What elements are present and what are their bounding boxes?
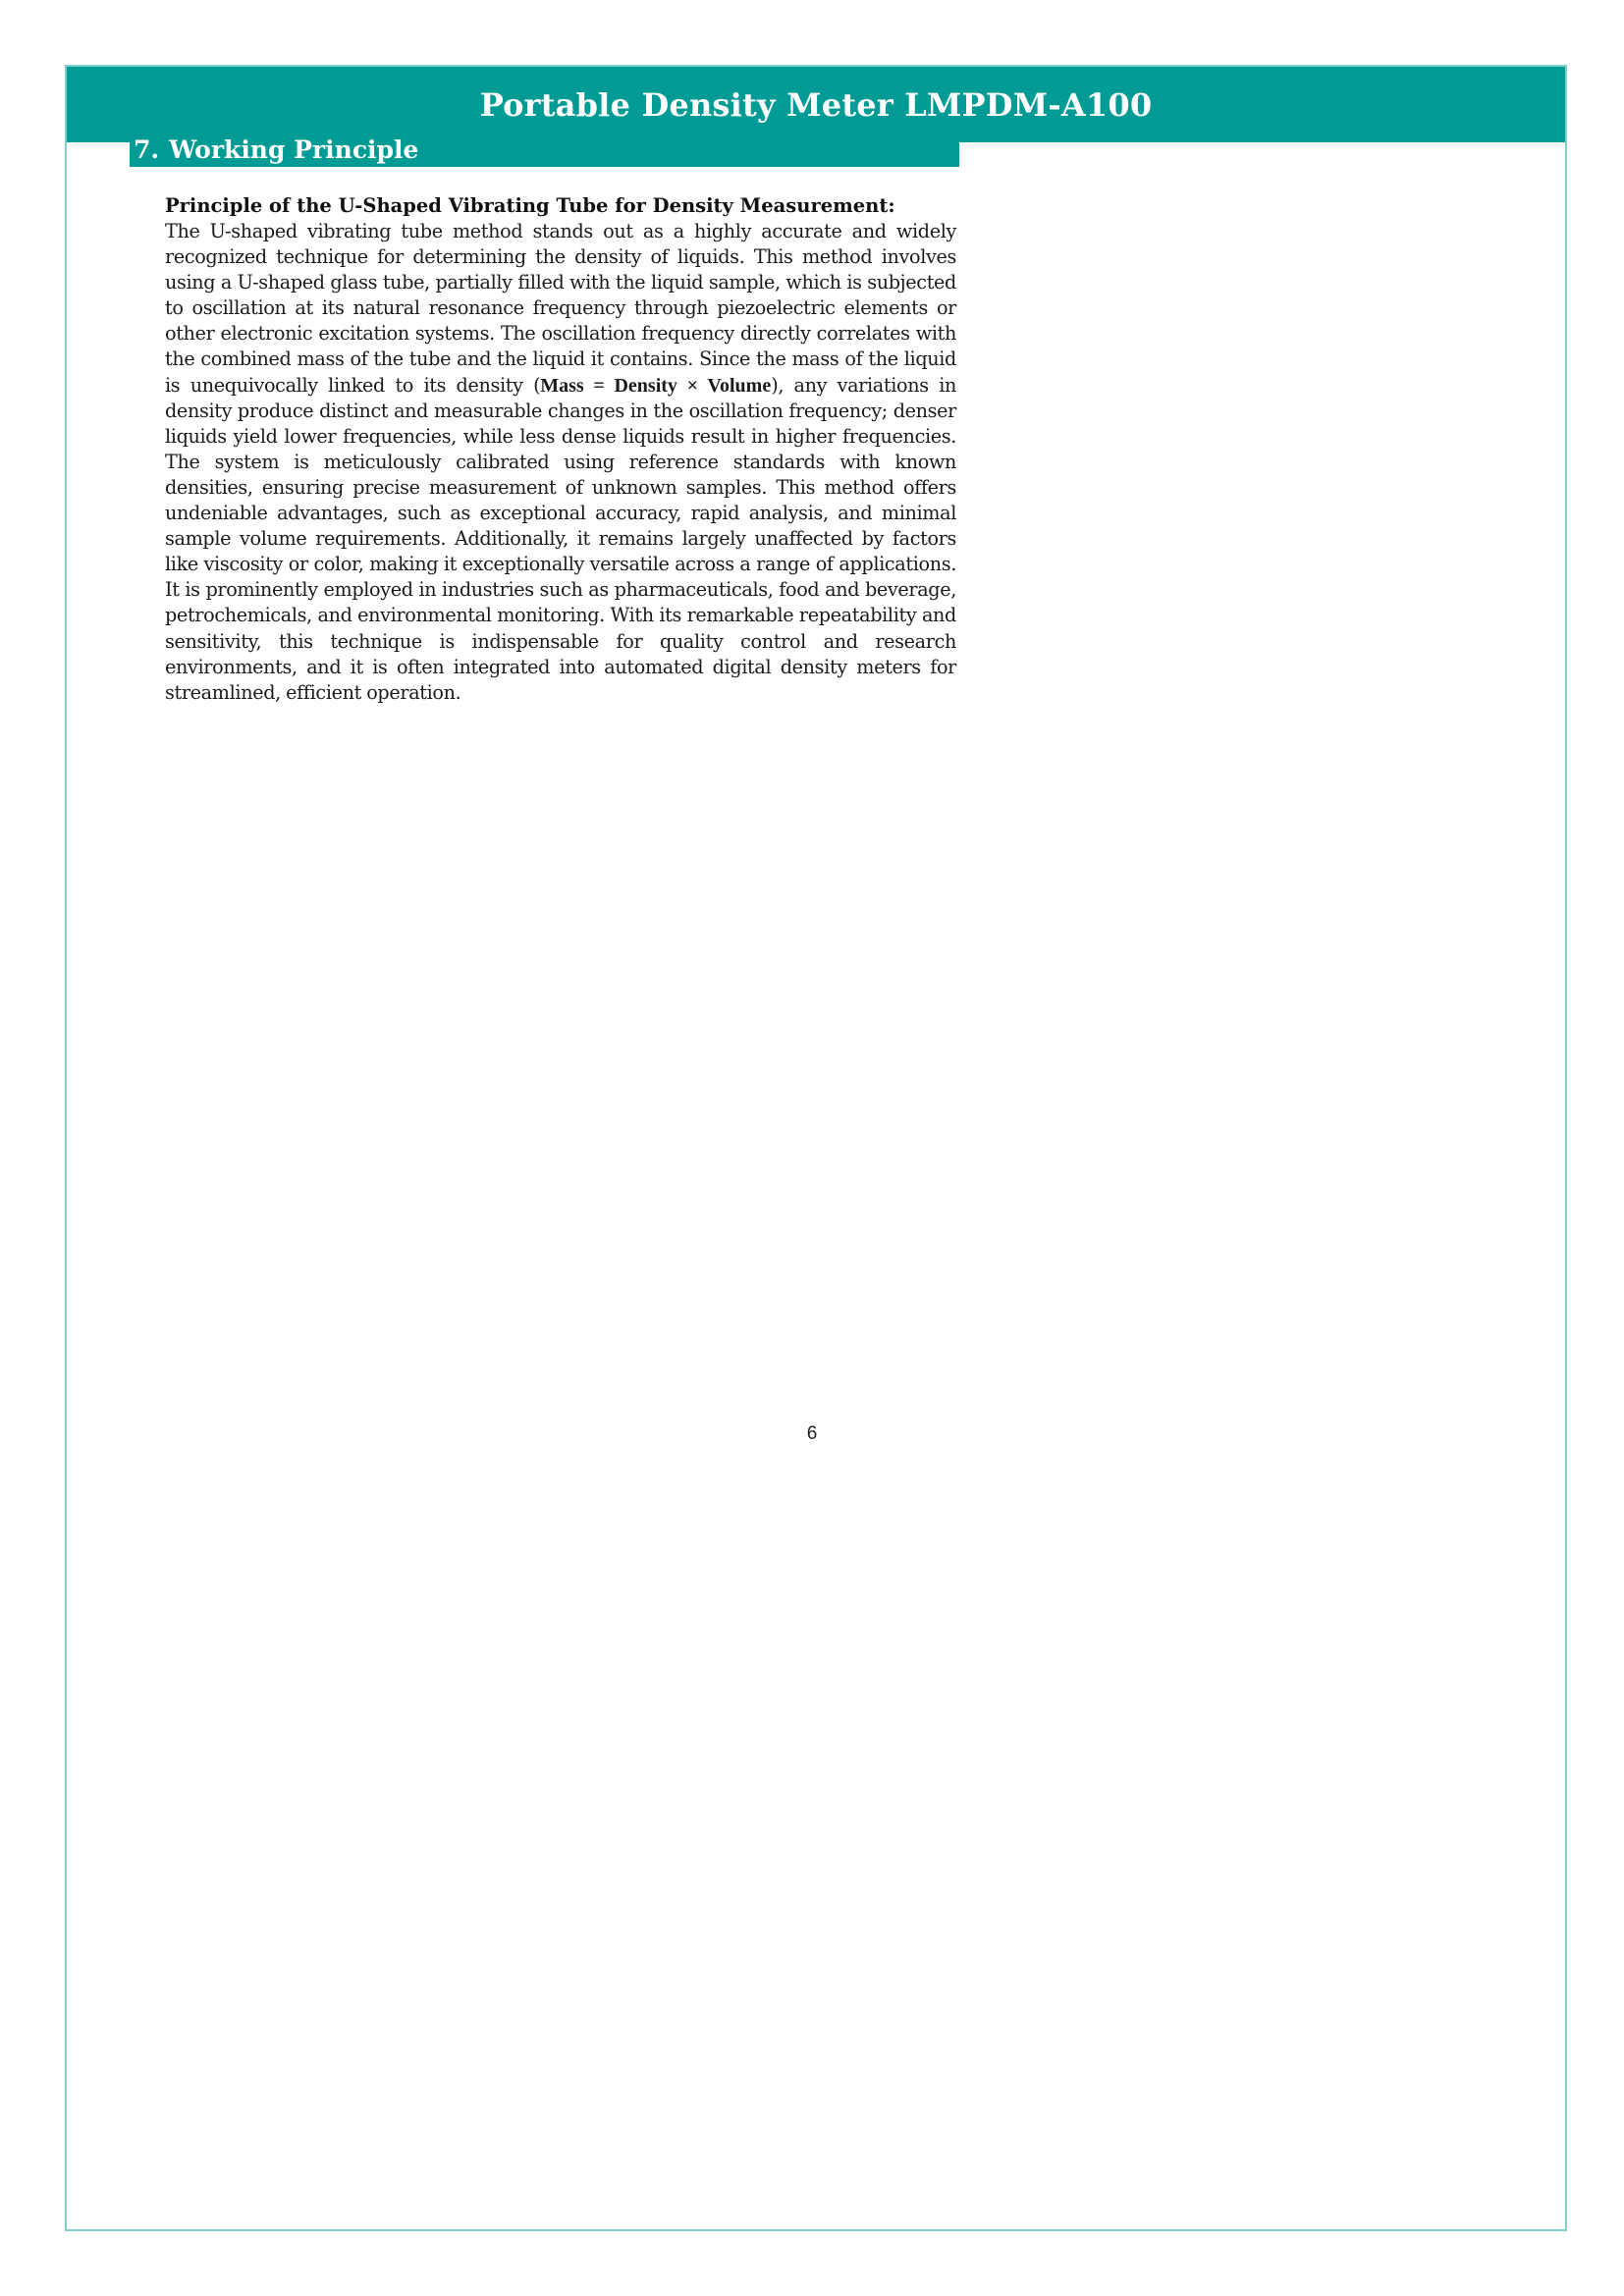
- paragraph-text-after-formula: ), any variations in density produce distinct and measurable changes in the oscillation frequency; denser liquids yield lower frequencies, while less dense liquids result in higher frequencies. The system is meticulously calibrated using reference standards with known densities, ensuring precise measurement of unknown samples. This method offers undeniable advantages, such as exceptional accuracy, rapid analysis, and minimal sample volume requirements. Additionally, it remains largely unaffected by factors like viscosity or color, making it exceptionally versatile across a range of applications. It is prominently employed in industries such as pharmaceuticals, food and beverage, petrochemicals, and environmental monitoring. With its remarkable repeatability and sensitivity, this technique is indispensable for quality control and research environments, and it is often integrated into automated digital density meters for streamlined, efficient operation.: [165, 373, 956, 704]
- subheading: Principle of the U-Shaped Vibrating Tube for Density Measurement:: [165, 194, 895, 217]
- density-formula: Mass = Density × Volume: [540, 374, 772, 397]
- page-number: 6: [806, 1423, 818, 1444]
- document-title: Portable Density Meter LMPDM-A100: [479, 85, 1153, 124]
- section-title: Working Principle: [169, 134, 419, 164]
- section-heading: [130, 132, 959, 167]
- paragraph-text-before-formula: The U-shaped vibrating tube method stands out as a highly accurate and widely recognized technique for determining the density of liquids. This method involves using a U-shaped glass tube, partially filled with the liquid sample, which is subjected to oscillation at its natural resonance frequency through piezoelectric elements or other electronic excitation systems. The oscillation frequency directly correlates with the combined mass of the tube and the liquid it contains. Since the mass of the liquid is unequivocally linked to its density (: [165, 220, 956, 397]
- section-number: 7.: [134, 134, 160, 164]
- body-paragraph: [165, 219, 956, 706]
- main-content: [165, 193, 956, 706]
